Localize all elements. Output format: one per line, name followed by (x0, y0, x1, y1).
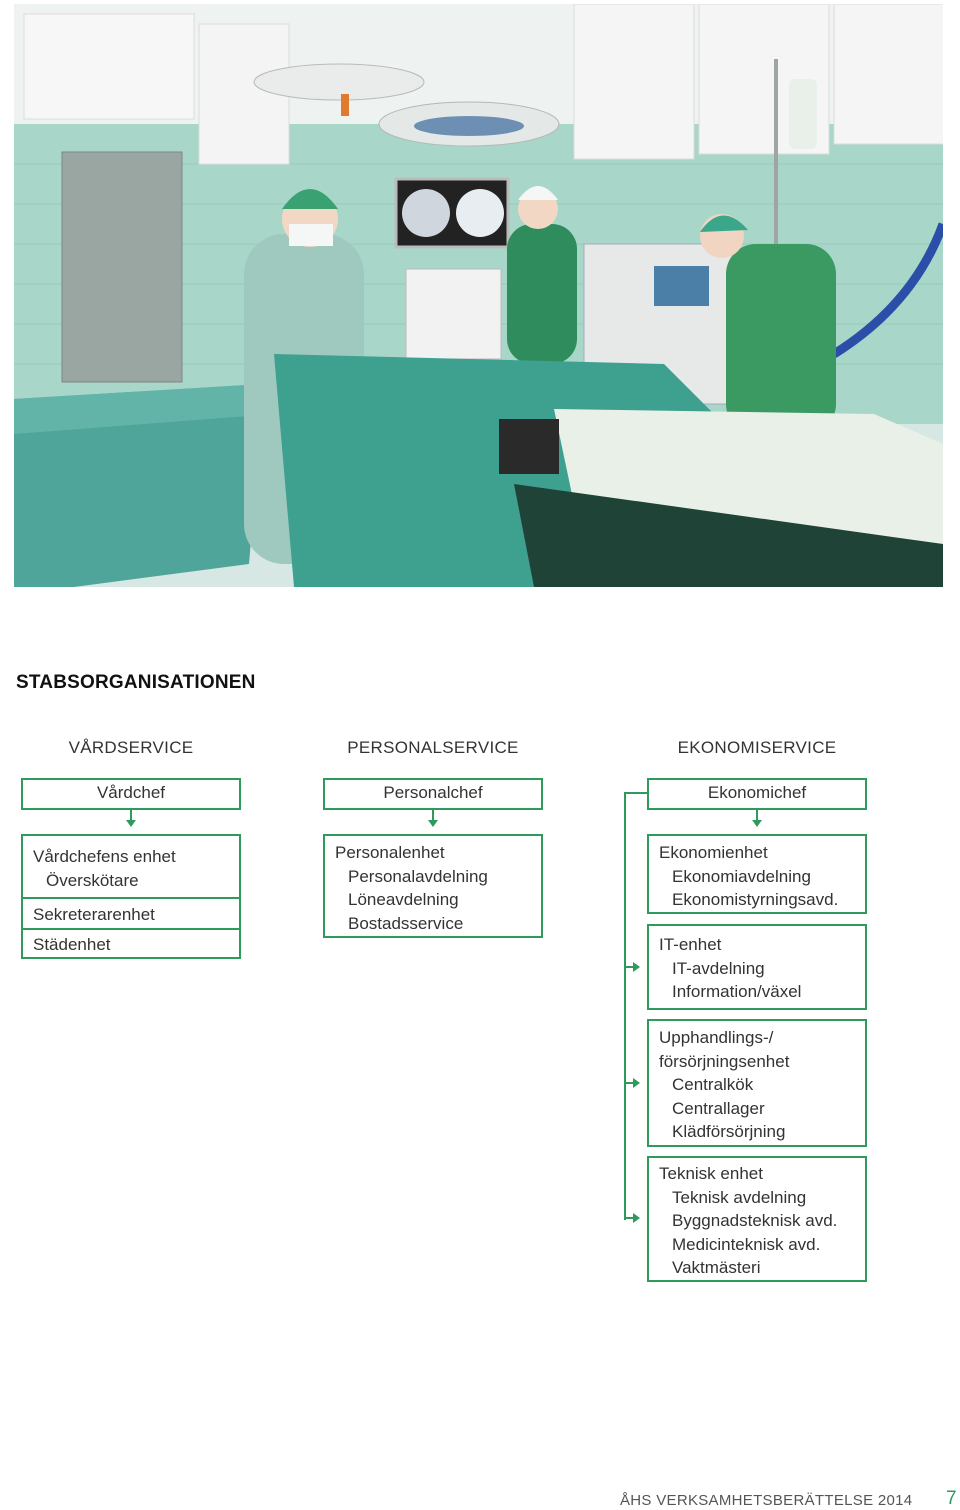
divider (23, 928, 239, 930)
column-heading-personalservice: PERSONALSERVICE (347, 738, 519, 757)
unit-title: IT-enhet (659, 935, 722, 954)
unit-title: försörjningsenhet (659, 1051, 790, 1071)
ekonomichef-box: Ekonomichef (647, 778, 867, 810)
unit-subitem: Information/växel (672, 982, 802, 1001)
column-heading-ekonomiservice: EKONOMISERVICE (677, 738, 837, 757)
arrow-right-icon (626, 962, 640, 972)
unit-subitem: IT-avdelning (672, 958, 765, 978)
unit-subitem: Centralkök (672, 1075, 754, 1094)
connector-line (624, 792, 626, 1220)
column-heading-vardservice: VÅRDSERVICE (68, 738, 194, 757)
unit-subitem: Klädförsörjning (672, 1122, 786, 1141)
unit-title: Teknisk enhet (659, 1164, 763, 1183)
vardchef-box: Vårdchef (21, 778, 241, 810)
teknisk-enhet-box (647, 1156, 867, 1282)
operating-room-photo (14, 4, 943, 587)
arrow-right-icon (626, 1213, 640, 1223)
unit-sekreterarenhet (33, 903, 155, 927)
footer-publication-title: ÅHS VERKSAMHETSBERÄTTELSE 2014 (620, 1492, 913, 1509)
unit-subitem: Löneavdelning (348, 890, 459, 909)
vardservice-units-box (21, 834, 241, 959)
unit-subitem: Byggnadsteknisk avd. (672, 1211, 838, 1230)
unit-vardchefens-enhet (33, 845, 176, 892)
unit-title: Ekonomienhet (659, 843, 768, 862)
connector-line (624, 792, 647, 794)
page-number: 7 (946, 1488, 957, 1509)
arrow-down-icon (126, 810, 136, 828)
unit-subitem: Bostadsservice (348, 913, 464, 933)
unit-title: Städenhet (33, 935, 111, 954)
unit-subitem: Teknisk avdelning (672, 1187, 807, 1207)
unit-subitem: Ekonomiavdelning (672, 866, 811, 886)
unit-subitem: Medicinteknisk avd. (672, 1234, 821, 1254)
unit-title: Sekreterarenhet (33, 905, 155, 924)
upphandlings-forsorjningsenhet-box (647, 1019, 867, 1147)
arrow-down-icon (752, 810, 762, 828)
arrow-right-icon (626, 1078, 640, 1088)
personalenhet-box (323, 834, 543, 938)
unit-title: Vårdchefens enhet (33, 847, 176, 866)
personalchef-box: Personalchef (323, 778, 543, 810)
ekonomienhet-box (647, 834, 867, 914)
unit-subitem: Vaktmästeri (672, 1258, 761, 1277)
unit-title: Upphandlings-/ (659, 1028, 774, 1047)
operating-room-illustration (14, 4, 943, 587)
unit-stadenhet (33, 933, 111, 957)
unit-title: Personalenhet (335, 843, 445, 862)
unit-subitem: Personalavdelning (348, 866, 488, 886)
arrow-down-icon (428, 810, 438, 828)
divider (23, 897, 239, 899)
unit-subitem: Ekonomistyrningsavd. (672, 890, 839, 909)
it-enhet-box (647, 924, 867, 1010)
unit-subitem: Centrallager (672, 1098, 765, 1118)
section-title: STABSORGANISATIONEN (16, 672, 256, 693)
unit-subitem: Överskötare (46, 870, 139, 890)
